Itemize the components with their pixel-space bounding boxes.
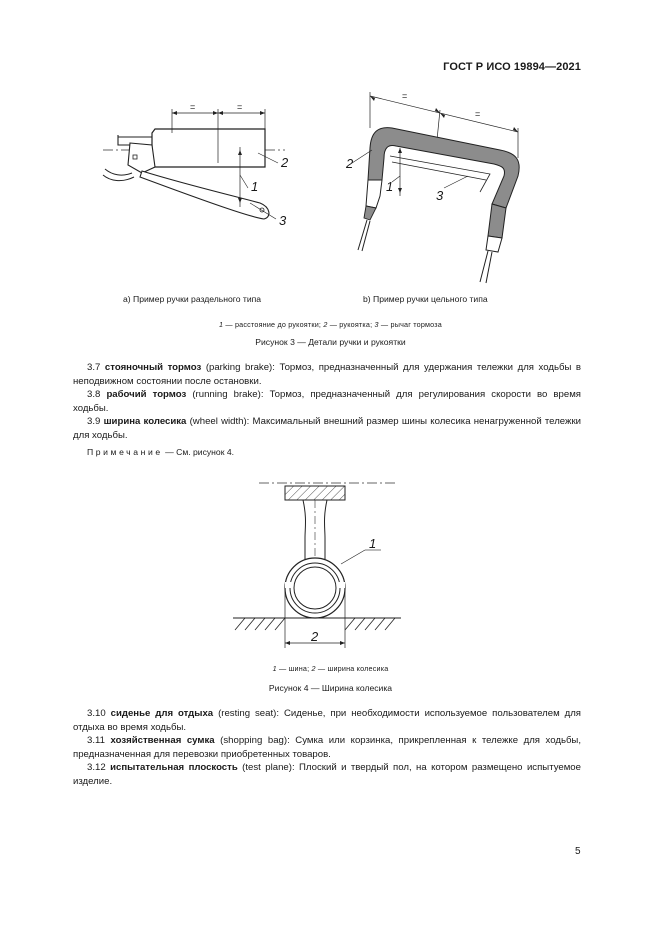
term-3-8: 3.8 рабочий тормоз (running brake): Тормоз, предназначенный для регулирования скорости во время ходьбы. [73,389,581,414]
figure3-caption-a: a) Пример ручки раздельного типа [123,294,262,304]
term-3-11: 3.11 хозяйственная сумка (shopping bag): Сумка или корзинка, прикрепленная к тележке для ходьбы, предназначенная для перевозки приобретенных товаров. [73,735,581,760]
fig3b-dim-equal-2: = [475,109,481,119]
fig3a-dim-equal-1: = [190,102,196,112]
page-number: 5 [575,846,581,857]
fig3a-label-2: 2 [281,155,289,170]
note: Примечание — См. рисунок 4. [87,447,235,457]
fig3a-dim-equal-2: = [237,102,243,112]
figure3b-one-piece-handle-drawing [340,88,540,288]
fig3b-label-2: 2 [346,156,354,171]
fig4-label-2: 2 [311,629,319,644]
fig3a-label-1: 1 [251,179,259,194]
figure4-legend: 1 — шина; 2 — ширина колесика [272,664,389,673]
term-3-9: 3.9 ширина колесика (wheel width): Максимальный внешний размер шины колесика ненагруженной тележки для ходьбы. [73,416,582,441]
standard-header: ГОСТ Р ИСО 19894—2021 [443,61,581,73]
fig3b-label-3: 3 [436,188,444,203]
term-3-7: 3.7 стояночный тормоз (parking brake): Тормоз, предназначенный для удержания тележки для ходьбы в неподвижном состоянии после остановки. [73,362,582,387]
term-3-12: 3.12 испытательная плоскость (test plane): Плоский и твердый пол, на котором размещено испытуемое изделие. [73,762,581,787]
fig3a-label-3: 3 [279,213,287,228]
figure3-legend: 1 — расстояние до рукоятки; 2 — рукоятка; 3 — рычаг тормоза [219,320,442,329]
figure3-caption-b: b) Пример ручки цельного типа [363,294,488,304]
fig4-label-1: 1 [369,536,377,551]
figure4-title: Рисунок 4 — Ширина колесика [268,683,393,693]
figure3-title: Рисунок 3 — Детали ручки и рукоятки [255,337,406,347]
figure3a-separate-handle-drawing [100,95,310,235]
figure4-wheel-width-drawing [225,478,425,650]
fig3b-label-1: 1 [386,179,394,194]
fig3b-dim-equal-1: = [402,91,408,101]
term-3-10: 3.10 сиденье для отдыха (resting seat): Сиденье, при необходимости используемое пользователем для отдыха во время ходьбы. [73,708,581,733]
